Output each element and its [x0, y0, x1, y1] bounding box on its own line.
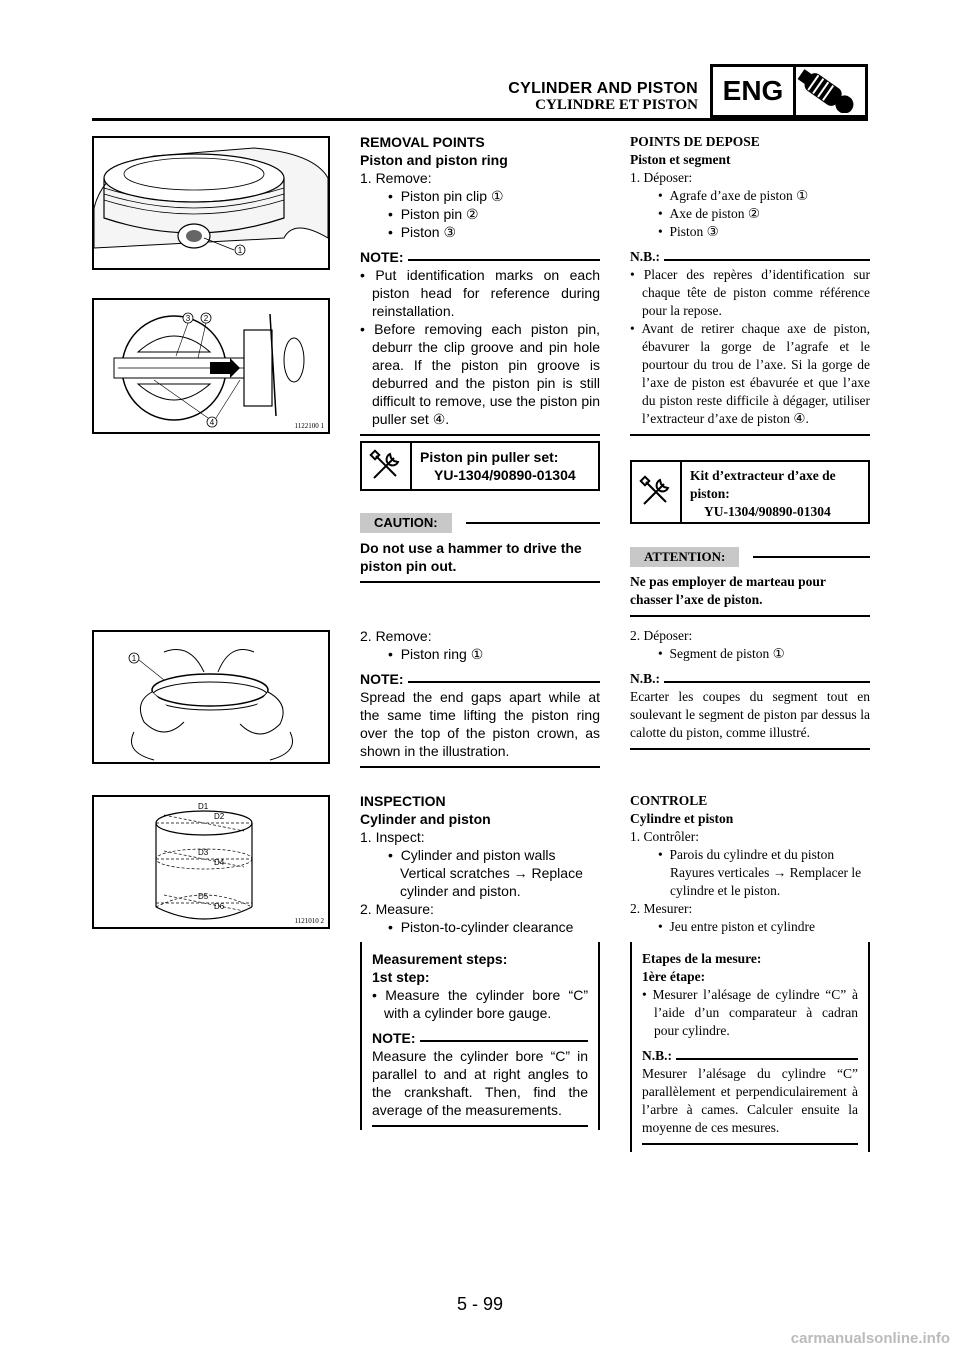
en-meas-item: • Measure the cylinder bore “C” with a cylinder bore gauge. [372, 987, 588, 1021]
fr-inspection-title: CONTROLE [630, 793, 708, 808]
fr-caution-end-rule [630, 615, 870, 617]
en-caution-label: CAUTION: [360, 513, 452, 533]
page-number: 5 - 99 [456, 1294, 504, 1314]
en-inspection-subtitle: Cylinder and piston [360, 811, 491, 827]
en-caution-section [360, 513, 600, 583]
svg-text:4: 4 [209, 418, 215, 427]
en-inspect-item: • Cylinder and piston walls [388, 847, 556, 863]
figure-piston-ring [92, 630, 330, 764]
en-step1-item: • Piston pin ② [388, 206, 479, 222]
en-inspection-title: INSPECTION [360, 793, 446, 809]
engine-icon [797, 69, 863, 113]
fr-note2-header: N.B.: [630, 670, 870, 688]
en-removal-section [360, 133, 600, 436]
fr-note2-end-rule [630, 748, 870, 750]
fr-note-end-rule [630, 434, 870, 436]
fr-step2-section [630, 627, 870, 750]
svg-text:1: 1 [237, 246, 243, 255]
eng-badge [710, 64, 868, 118]
en-tool-name: Piston pin puller set: [420, 449, 559, 465]
header-rule [92, 118, 868, 121]
fr-measurement-box [630, 942, 870, 1152]
en-meas-end-rule [372, 1125, 588, 1127]
en-step1: 1. Remove: [360, 170, 432, 186]
wrench-screwdriver-icon [632, 462, 682, 522]
fr-note2-text: Ecarter les coupes du segment tout en soulevant le segment de piston par dessus la calotte du piston, comme illustré. [630, 689, 870, 740]
fr-tool-number: YU-1304/90890-01304 [704, 504, 831, 519]
en-note-end-rule [360, 434, 600, 436]
en-meas-note: Measure the cylinder bore “C” in parallel to and at right angles to the crankshaft. Then, find the average of the measurements. [372, 1048, 588, 1118]
fr-inspection-subtitle: Cylindre et piston [630, 811, 734, 826]
fig4-code: 1121010 2 [294, 917, 324, 925]
en-removal-subtitle: Piston and piston ring [360, 152, 508, 168]
fr-step1-item: • Agrafe d’axe de piston ① [658, 188, 809, 203]
fr-tool-name: Kit d’extracteur d’axe de piston: [690, 468, 836, 501]
fig2-code: 1122100 1 [294, 422, 324, 430]
eng-badge-label: ENG [713, 67, 796, 115]
label-d5: D5 [198, 892, 209, 901]
en-meas-title: Measurement steps: [372, 951, 508, 967]
watermark: carmanualsonline.info [790, 1330, 950, 1347]
svg-text:1: 1 [131, 654, 137, 663]
en-note-item: • Before removing each piston pin, deburr the clip groove and pin hole area. If the piston pin groove is deburred and the piston pin is still difficult to remove, use the piston pin puller set ④. [360, 321, 600, 427]
fr-meas-note-header: N.B.: [642, 1047, 858, 1065]
en-note2-end-rule [360, 766, 600, 768]
fr-meas-end-rule [642, 1143, 858, 1145]
fr-caution-label: ATTENTION: [630, 547, 739, 567]
en-step2: 2. Remove: [360, 628, 432, 644]
en-inspection-section [360, 792, 600, 936]
fr-meas-title: Etapes de la mesure: [642, 951, 762, 966]
label-d1: D1 [198, 802, 209, 811]
en-meas-step: 1st step: [372, 969, 430, 985]
fr-note-header: N.B.: [630, 248, 870, 266]
en-tool-box [360, 441, 600, 491]
fr-caution-section [630, 547, 870, 617]
section-title-en: CYLINDER AND PISTON [508, 80, 698, 97]
label-d2: D2 [214, 812, 225, 821]
fr-meas-note: Mesurer l’alésage du cylindre “C” parallèlement et perpendiculairement à l’arbre à cames. Calculer ensuite la moyenne de ces mesures. [642, 1066, 858, 1135]
figure-cylinder-bore [92, 795, 330, 929]
en-caution-text: Do not use a hammer to drive the piston pin out. [360, 540, 582, 574]
section-title-fr: CYLINDRE ET PISTON [535, 97, 698, 113]
en-measure-step: 2. Measure: [360, 901, 434, 917]
en-note-item: • Put identification marks on each piston head for reference during reinstallation. [360, 267, 600, 319]
fr-step2: 2. Déposer: [630, 628, 693, 643]
en-note2-text: Spread the end gaps apart while at the same time lifting the piston ring over the top of the piston crown, as shown in the illustration. [360, 689, 600, 759]
en-step1-item: • Piston ③ [388, 224, 457, 240]
en-measurement-box [360, 942, 600, 1130]
fr-step1-item: • Axe de piston ② [658, 206, 760, 221]
fr-note-item: • Avant de retirer chaque axe de piston, ébavurer la gorge de l’agrafe et le pourtour du trou de l’axe. Si la gorge de l’axe de piston est ébavurée et que l’axe du piston reste difficile à dégager, utiliser l’extracteur d’axe de piston ④. [630, 321, 870, 426]
fr-removal-subtitle: Piston et segment [630, 152, 731, 167]
en-step1-item: • Piston pin clip ① [388, 188, 504, 204]
fr-step1: 1. Déposer: [630, 170, 693, 185]
fr-measure-item: • Jeu entre piston et cylindre [658, 919, 815, 934]
en-note-header: NOTE: [360, 248, 600, 266]
en-caution-end-rule [360, 581, 600, 583]
en-step2-item: • Piston ring ① [388, 646, 484, 662]
fr-inspection-section [630, 792, 870, 936]
fr-measure-step: 2. Mesurer: [630, 901, 693, 916]
fr-meas-step: 1ère étape: [642, 969, 706, 984]
en-removal-title: REMOVAL POINTS [360, 134, 485, 150]
figure-piston-clip [92, 136, 330, 270]
fr-step2-item: • Segment de piston ① [658, 646, 785, 661]
fr-inspect-item: • Parois du cylindre et du piston [658, 847, 835, 862]
en-step2-section [360, 627, 600, 768]
label-d4: D4 [214, 858, 225, 867]
en-inspect-step: 1. Inspect: [360, 829, 425, 845]
en-meas-note-header: NOTE: [372, 1029, 588, 1047]
wrench-screwdriver-icon [362, 443, 412, 489]
fr-removal-title: POINTS DE DEPOSE [630, 134, 760, 149]
svg-text:3: 3 [185, 314, 191, 323]
en-measure-item: • Piston-to-cylinder clearance [388, 919, 574, 935]
label-d6: D6 [214, 902, 225, 911]
en-tool-number: YU-1304/90890-01304 [434, 467, 576, 483]
fr-inspect-step: 1. Contrôler: [630, 829, 699, 844]
label-d3: D3 [198, 848, 209, 857]
fr-step1-item: • Piston ③ [658, 224, 719, 239]
en-note2-header: NOTE: [360, 670, 600, 688]
fr-inspect-detail: Rayures verticales → Remplacer le cylindre et le piston. [670, 865, 862, 898]
en-inspect-detail: Vertical scratches → Replace cylinder and piston. [400, 865, 583, 899]
figure-piston-pin-puller [92, 298, 330, 434]
fr-removal-section [630, 133, 870, 436]
fr-caution-text: Ne pas employer de marteau pour chasser l’axe de piston. [630, 574, 826, 607]
fr-tool-box [630, 460, 870, 524]
fr-meas-item: • Mesurer l’alésage de cylindre “C” à l’aide d’un comparateur à cadran pour cylindre. [642, 987, 858, 1038]
svg-text:2: 2 [203, 314, 209, 323]
fr-note-item: • Placer des repères d’identification sur chaque tête de piston comme référence pour la repose. [630, 267, 870, 318]
